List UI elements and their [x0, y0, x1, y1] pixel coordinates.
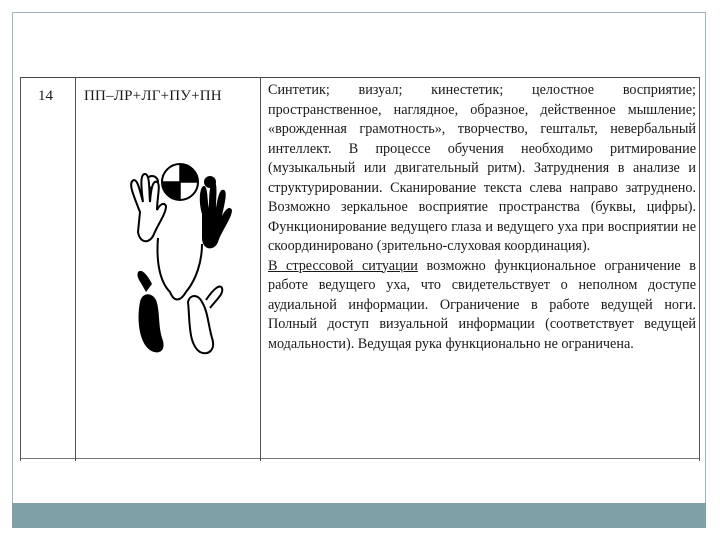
hands-head-profile-figure-icon	[110, 152, 240, 372]
column-divider	[699, 77, 700, 461]
column-divider	[260, 77, 261, 461]
profile-description	[268, 81, 696, 354]
stress-situation-label: В стрессовой ситуации	[268, 257, 418, 274]
column-divider	[75, 77, 76, 461]
description-paragraph: Синтетик; визуал; кинестетик; целостное восприятие; пространственное, наглядное, образное, действенное мышление; «врожденная грамотность», творчество, гештальт, невербальный интеллект. В процессе обучения необходимо ритмирование (музыкальный или двигательный ритм). Затруднения в анализе и структурировании. Сканирование текста слева направо затруднено. Возможно зеркальное восприятие пространства (буквы, цифры). Функционирование ведущего глаза и ведущего уха при восприятии не скоординировано (зрительно-слуховая координация).	[268, 82, 696, 254]
profile-formula: ПП–ЛР+ЛГ+ПУ+ПН	[84, 88, 222, 104]
row-number: 14	[38, 88, 53, 104]
table-top-rule	[20, 77, 700, 78]
column-divider	[20, 77, 21, 461]
description-paragraph	[268, 257, 696, 355]
description-text: возможно функциональное ограничение в работе ведущего уха, что свидетельствует о неполном доступе аудиальной информации. Ограничение в работе ведущей ноги. Полный доступ визуальной информации (соответствует ведущей модальности). Ведущая рука функционально не ограничена.	[268, 257, 696, 352]
table-bottom-rule	[20, 458, 700, 459]
profile-table	[20, 77, 700, 461]
slide-bottom-bar	[12, 503, 706, 528]
